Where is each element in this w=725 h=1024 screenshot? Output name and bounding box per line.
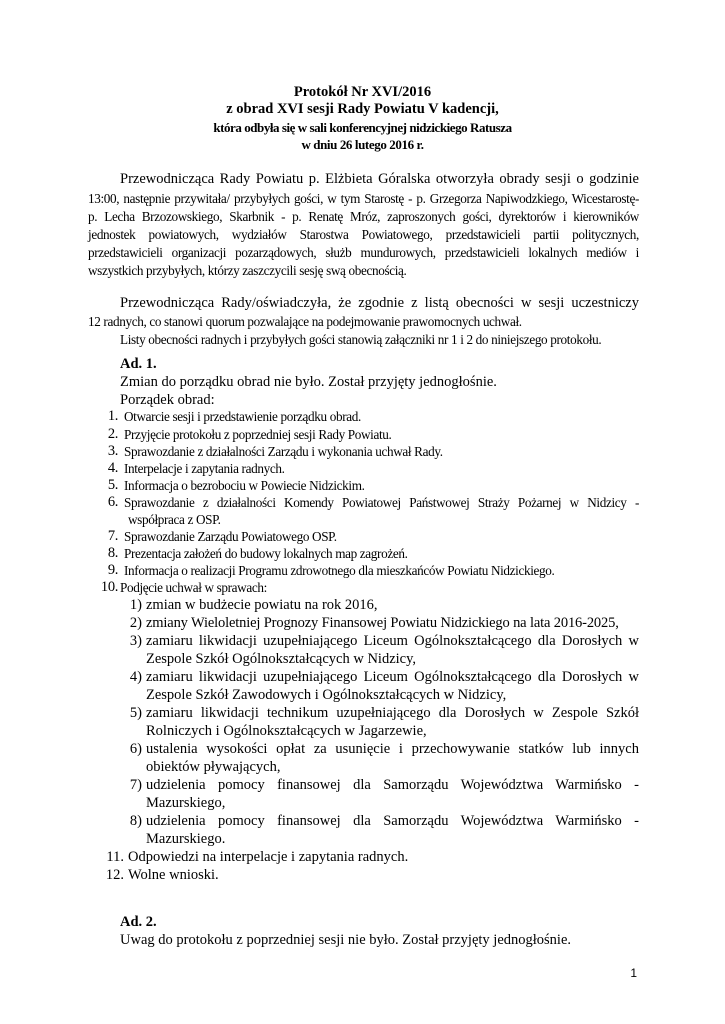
intro-line: przedstawicieli organizacji pozarządowych, służb mundurowych, przedstawicieli lokalnych mediów i: [88, 245, 639, 260]
intro-line: wszystkich przybyłych, którzy zaszczycili sesję swą obecnością.: [88, 263, 407, 278]
subitem-continuation: Mazurskiego,: [146, 795, 226, 811]
subitem: udzielenia pomocy finansowej dla Samorządu Województwa Warmińsko -: [146, 813, 639, 829]
intro-line: Przewodnicząca Rady Powiatu p. Elżbieta Góralska otworzyła obrady sesji o godzinie: [120, 171, 639, 187]
intro-line: 13:00, następnie przywitała/ przybyłych gości, w tym Starostę - p. Grzegorza Napiwodzkiego, Wicestarostę-: [88, 191, 639, 206]
quorum-line: 12 radnych, co stanowi quorum pozwalające na podejmowanie prawomocnych uchwał.: [88, 314, 522, 329]
agenda-item: Sprawozdanie z działalności Zarządu i wykonania uchwał Rady.: [124, 444, 443, 459]
subitem-continuation: Zespole Szkół Ogólnokształcących w Nidzicy,: [146, 651, 417, 667]
agenda-number: 9.: [107, 562, 118, 578]
subitem: zamiaru likwidacji uzupełniającego Liceum Ogólnokształcącego dla Dorosłych w: [146, 669, 639, 685]
quorum-line: Przewodnicząca Rady/oświadczyła, że zgodnie z listą obecności w sesji uczestniczy: [120, 295, 639, 311]
agenda-item: Prezentacja założeń do budowy lokalnych map zagrożeń.: [124, 546, 408, 561]
intro-line: p. Lecha Brzozowskiego, Skarbnik - p. Renatę Mróz, zaproszonych gości, dyrektorów i kierowników: [88, 209, 639, 224]
subitem: zmiany Wieloletniej Prognozy Finansowej Powiatu Nidzickiego na lata 2016-2025,: [146, 615, 619, 631]
agenda-number: 10.: [100, 579, 118, 595]
subitem-number: 5): [129, 705, 142, 721]
agenda-item: Sprawozdanie Zarządu Powiatowego OSP.: [124, 529, 337, 544]
agenda-item: Informacja o bezrobociu w Powiecie Nidzickim.: [124, 478, 365, 493]
subitem-number: 6): [129, 741, 142, 757]
agenda-item: Wolne wnioski.: [128, 867, 219, 883]
subitem: zmian w budżecie powiatu na rok 2016,: [146, 597, 378, 613]
agenda-number: 3.: [107, 443, 118, 459]
agenda-number: 1.: [107, 408, 118, 424]
ad1-text: Zmian do porządku obrad nie było. Został przyjęty jednogłośnie.: [120, 374, 497, 390]
agenda-number: 5.: [107, 477, 118, 493]
page-number: 1: [630, 966, 637, 980]
subitem-number: 8): [129, 813, 142, 829]
agenda-number: 11.: [106, 849, 124, 865]
subitem-continuation: obiektów pływających,: [146, 759, 281, 775]
subitem-number: 7): [129, 777, 142, 793]
subitem-number: 2): [129, 615, 142, 631]
quorum-line: Listy obecności radnych i przybyłych gości stanowią załączniki nr 1 i 2 do niniejszego protokołu.: [120, 332, 602, 347]
protocol-venue: która odbyła się w sali konferencyjnej nidzickiego Ratusza: [213, 120, 512, 135]
protocol-subtitle: z obrad XVI sesji Rady Powiatu V kadencji,: [226, 101, 499, 117]
agenda-item: Odpowiedzi na interpelacje i zapytania radnych.: [128, 849, 409, 865]
agenda-number: 2.: [107, 426, 118, 442]
subitem-number: 4): [129, 669, 142, 685]
protocol-title: Protokół Nr XVI/2016: [293, 84, 432, 100]
agenda-item-continuation: współpraca z OSP.: [128, 512, 221, 527]
agenda-item: Otwarcie sesji i przedstawienie porządku obrad.: [124, 409, 361, 424]
subitem-number: 1): [129, 597, 142, 613]
subitem: udzielenia pomocy finansowej dla Samorządu Województwa Warmińsko -: [146, 777, 639, 793]
subitem-continuation: Mazurskiego.: [146, 831, 226, 847]
agenda-label: Porządek obrad:: [120, 392, 215, 408]
subitem: ustalenia wysokości opłat za usunięcie i przechowywanie statków lub innych: [146, 741, 639, 757]
agenda-number: 6.: [107, 494, 118, 510]
ad1-heading: Ad. 1.: [120, 356, 157, 372]
agenda-item: Podjęcie uchwał w sprawach:: [120, 580, 267, 595]
subitem-number: 3): [129, 633, 142, 649]
agenda-number: 12.: [105, 867, 124, 883]
intro-line: jednostek powiatowych, wydziałów Starostwa Powiatowego, przedstawicieli partii politycznych,: [88, 227, 639, 242]
subitem: zamiaru likwidacji uzupełniającego Liceum Ogólnokształcącego dla Dorosłych w: [146, 633, 639, 649]
subitem-continuation: Rolniczych i Ogólnokształcących w Jagarzewie,: [146, 723, 427, 739]
agenda-number: 4.: [107, 460, 118, 476]
subitem: zamiaru likwidacji technikum uzupełniającego dla Dorosłych w Zespole Szkół: [146, 705, 639, 721]
agenda-item: Sprawozdanie z działalności Komendy Powiatowej Państwowej Straży Pożarnej w Nidzicy -: [124, 495, 639, 510]
ad2-text: Uwag do protokołu z poprzedniej sesji nie było. Został przyjęty jednogłośnie.: [120, 932, 572, 948]
agenda-item: Informacja o realizacji Programu zdrowotnego dla mieszkańców Powiatu Nidzickiego.: [124, 563, 555, 578]
subitem-continuation: Zespole Szkół Zawodowych i Ogólnokształcących w Nidzicy,: [146, 687, 507, 703]
protocol-date: w dniu 26 lutego 2016 r.: [301, 137, 424, 152]
ad2-heading: Ad. 2.: [120, 914, 157, 930]
agenda-item: Przyjęcie protokołu z poprzedniej sesji Rady Powiatu.: [124, 427, 392, 442]
agenda-item: Interpelacje i zapytania radnych.: [124, 461, 285, 476]
agenda-number: 8.: [107, 545, 118, 561]
agenda-number: 7.: [107, 528, 118, 544]
